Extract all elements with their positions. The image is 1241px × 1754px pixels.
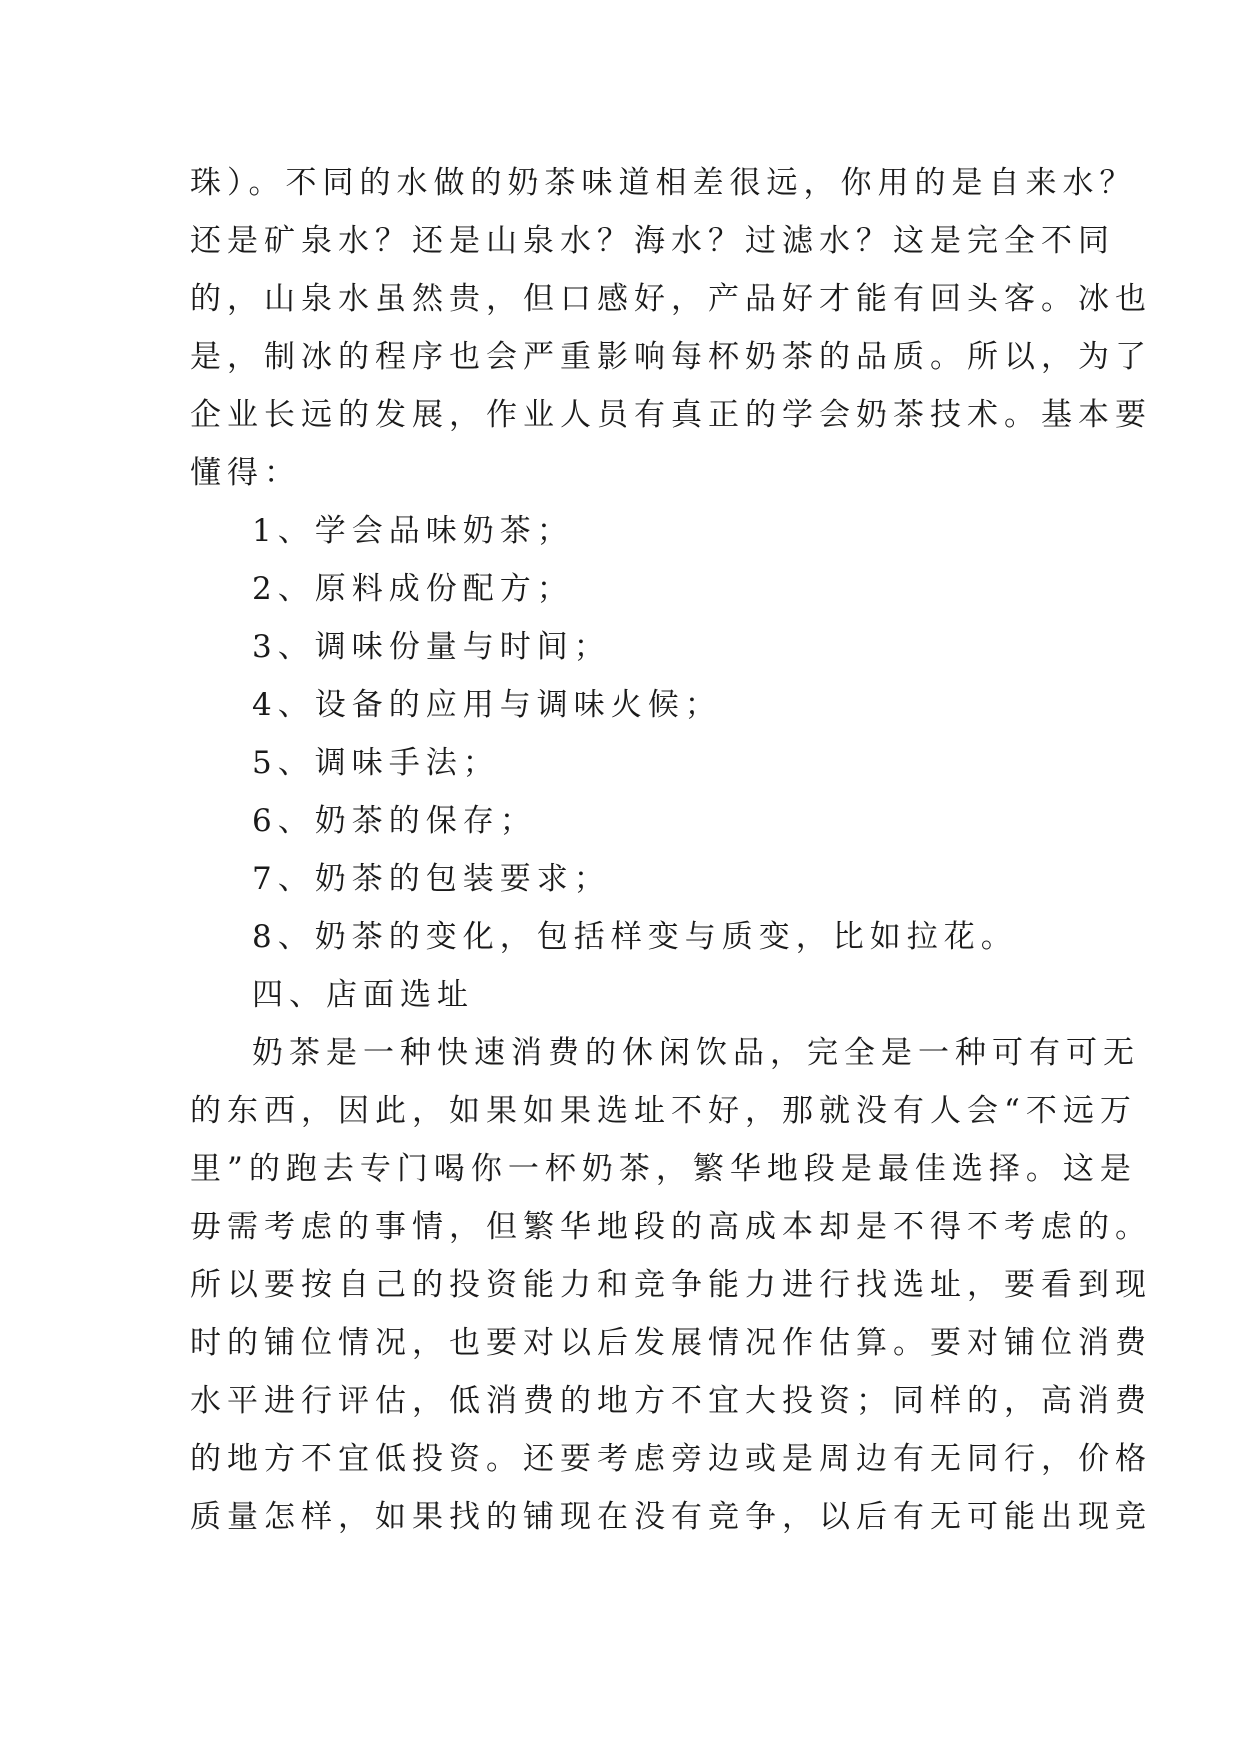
paragraph-line: 所以要按自己的投资能力和竞争能力进行找选址，要看到现 <box>190 1267 1152 1303</box>
list-item: 2、原料成份配方； <box>252 571 574 607</box>
paragraph-line: 水平进行评估，低消费的地方不宜大投资；同样的，高消费 <box>190 1383 1152 1419</box>
list-item: 5、调味手法； <box>252 745 500 781</box>
paragraph-line: 里”的跑去专门喝你一杯奶茶，繁华地段是最佳选择。这是 <box>190 1151 1137 1187</box>
paragraph-line: 奶茶是一种快速消费的休闲饮品，完全是一种可有可无 <box>252 1035 1140 1071</box>
list-item: 1、学会品味奶茶； <box>252 513 574 549</box>
text-line: 懂得： <box>190 455 301 491</box>
text-line: 珠）。不同的水做的奶茶味道相差很远，你用的是自来水？ <box>190 165 1137 201</box>
list-item: 8、奶茶的变化，包括样变与质变，比如拉花。 <box>252 919 1018 955</box>
list-item: 3、调味份量与时间； <box>252 629 611 665</box>
section-heading: 四、店面选址 <box>252 977 474 1013</box>
paragraph-line: 时的铺位情况，也要对以后发展情况作估算。要对铺位消费 <box>190 1325 1152 1361</box>
list-item: 7、奶茶的包装要求； <box>252 861 611 897</box>
paragraph-line: 的地方不宜低投资。还要考虑旁边或是周边有无同行，价格 <box>190 1441 1152 1477</box>
paragraph-line: 质量怎样，如果找的铺现在没有竞争，以后有无可能出现竞 <box>190 1499 1152 1535</box>
paragraph-line: 毋需考虑的事情，但繁华地段的高成本却是不得不考虑的。 <box>190 1209 1152 1245</box>
text-line: 企业长远的发展，作业人员有真正的学会奶茶技术。基本要 <box>190 397 1152 433</box>
text-line: 还是矿泉水？还是山泉水？海水？过滤水？这是完全不同 <box>190 223 1115 259</box>
paragraph-line: 的东西，因此，如果如果选址不好，那就没有人会“不远万 <box>190 1093 1137 1129</box>
list-item: 4、设备的应用与调味火候； <box>252 687 722 723</box>
text-line: 的，山泉水虽然贵，但口感好，产品好才能有回头客。冰也 <box>190 281 1152 317</box>
list-item: 6、奶茶的保存； <box>252 803 537 839</box>
document-body <box>190 154 1152 1546</box>
text-line: 是，制冰的程序也会严重影响每杯奶茶的品质。所以，为了 <box>190 339 1152 375</box>
